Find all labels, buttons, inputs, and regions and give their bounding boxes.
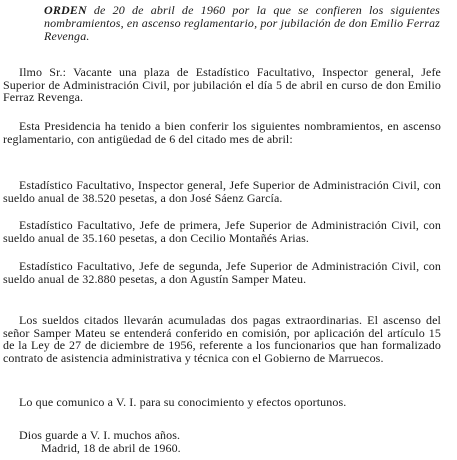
paragraph-appointment-1: Estadístico Facultativo, Inspector general, Jefe Superior de Administración Civil, con sueldo anual de 38.520 pesetas, a don José Sáenz García. [3, 178, 441, 205]
title-lead: ORDEN [44, 3, 87, 17]
paragraph-appointment-3: Estadístico Facultativo, Jefe de segunda, Jefe Superior de Administración Civil, con sueldo anual de 32.880 pesetas, a don Agustín Samper Mateu. [3, 259, 441, 286]
paragraph-salaries: Los sueldos citados llevarán acumuladas dos pagas extraordinarias. El ascenso del señor Samper Mateu se entenderá conferido en comisión, por aplicación del artículo 15 de la Ley de 27 de diciembre de 1956, referente a los funcionarios que han formalizado contrato de asistencia administrativa y técnica con el Gobierno de Marruecos. [3, 313, 441, 365]
paragraph-appointment-2: Estadístico Facultativo, Jefe de primera, Jefe Superior de Administración Civil, con sueldo anual de 35.160 pesetas, a don Cecilio Montañés Arias. [3, 218, 441, 245]
paragraph-appointments-intro: Esta Presidencia ha tenido a bien conferir los siguientes nombramientos, en ascenso reglamentario, con antigüedad de 6 del citado mes de abril: [3, 119, 441, 146]
paragraph-closing: Dios guarde a V. I. muchos años. [19, 428, 181, 442]
document-title [44, 4, 440, 43]
paragraph-place-date: Madrid, 18 de abril de 1960. [41, 441, 181, 455]
title-rest: de 20 de abril de 1960 por la que se confieren los siguientes nombramientos, en ascenso reglamentario, por jubilación de don Emilio Ferraz Revenga. [44, 3, 440, 43]
paragraph-vacancy: Ilmo Sr.: Vacante una plaza de Estadístico Facultativo, Inspector general, Jefe Superior de Administración Civil, por jubilación el día 5 de abril en curso de don Emilio Ferraz Revenga. [3, 65, 441, 105]
paragraph-communication: Lo que comunico a V. I. para su conocimiento y efectos oportunos. [19, 395, 347, 409]
